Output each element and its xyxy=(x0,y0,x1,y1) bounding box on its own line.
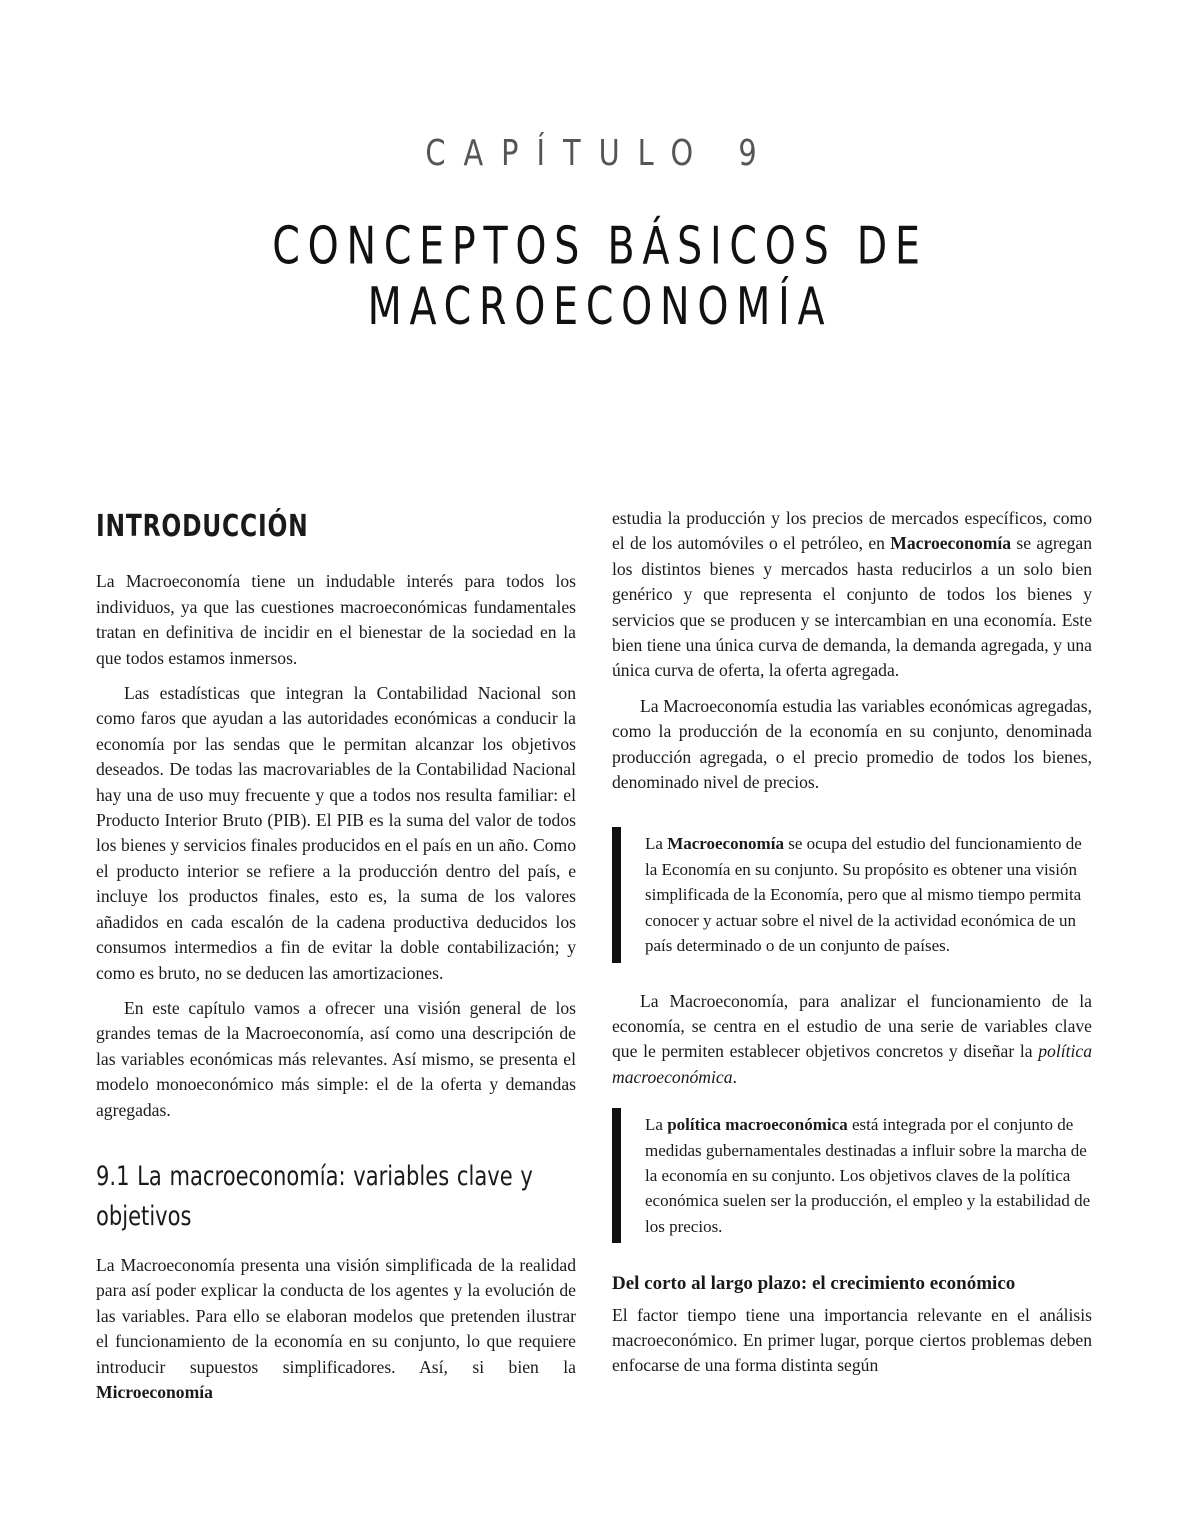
right-paragraph-3-start: La Macroeconomía, para analizar el funcionamiento de la economía, se centra en el estudio de una serie de variables clave que le permiten establecer objetivos concretos y diseñar la xyxy=(612,990,1092,1062)
right-paragraph-1-start: estudia la producción y los precios de mercados específicos, como el de los automóviles o el petróleo, en xyxy=(612,508,1092,554)
section-heading: 9.1 La macroeconomía: variables clave y objetivos xyxy=(96,1160,533,1232)
politica-term: política macroeconómica xyxy=(612,1041,1092,1087)
right-paragraph-4: El factor tiempo tiene una importancia relevante en el análisis macroeconómico. En primer lugar, porque ciertos problemas deben enfocarse de una forma distinta según xyxy=(612,1304,1092,1376)
definition-callout-macroeconomia xyxy=(612,827,1092,962)
right-paragraph-3-end: . xyxy=(732,1066,737,1087)
chapter-label: CAPÍTULO 9 xyxy=(425,132,775,174)
introduction-heading: INTRODUCCIÓN xyxy=(96,509,309,544)
section-paragraph-1-text: La Macroeconomía presenta una visión simplificada de la realidad para así poder explicar la conducta de los agentes y la evolución de las variables. Para ello se elaboran modelos que pretenden ilustrar el funcionamiento de la economía en su conjunto, lo que requiere introducir supuestos simplificadores. Así, si bien la xyxy=(96,1254,576,1377)
right-paragraph-2: La Macroeconomía estudia las variables económicas agregadas, como la producción de la economía en su conjunto, denominada producción agregada, o el precio promedio de todos los bienes, denominado nivel de precios. xyxy=(612,695,1092,793)
intro-paragraph-3: En este capítulo vamos a ofrecer una visión general de los grandes temas de la Macroeconomía, así como una descripción de las variables económicas más relevantes. Así mismo, se presenta el modelo monoeconómico más simple: el de la oferta y demandas agregadas. xyxy=(96,997,576,1120)
section-paragraph-1 xyxy=(96,1253,576,1405)
microeconomia-term: Microeconomía xyxy=(96,1381,213,1402)
callout2-pre: La xyxy=(645,1115,668,1135)
macroeconomia-term: Macroeconomía xyxy=(890,533,1012,554)
right-paragraph-3 xyxy=(612,989,1092,1091)
left-column xyxy=(96,506,576,1405)
right-paragraph-1 xyxy=(612,506,1092,684)
callout2-term: política macroeconómica xyxy=(667,1115,848,1135)
callout1-term: Macroeconomía xyxy=(667,834,784,854)
intro-paragraph-1: La Macroeconomía tiene un indudable interés para todos los individuos, ya que las cuestiones macroeconómicas fundamentales tratan en definitiva de incidir en el bienestar de la sociedad en la que todos estamos inmersos. xyxy=(96,571,576,668)
callout1-pre: La xyxy=(645,834,668,854)
definition-callout-politica xyxy=(612,1108,1092,1243)
callout1-text: se ocupa del estudio del funcionamiento de la Economía en su conjunto. Su propósito es obtener una visión simplificada de la Economía, pero que al mismo tiempo permita conocer y actuar sobre el nivel de la actividad económica de un país determinado o de un conjunto de países. xyxy=(645,834,1082,956)
intro-paragraph-2: Las estadísticas que integran la Contabilidad Nacional son como faros que ayudan a las autoridades económicas a conducir la economía por las sendas que le permitan alcanzar los objetivos deseados. De todas las macrovariables de la Contabilidad Nacional hay una de uso muy frecuente y que a todos nos resulta familiar: el Producto Interior Bruto (PIB). El PIB es la suma del valor de todos los bienes y servicios finales producidos en el país en un año. Como el producto interior se refiere a la producción dentro del país, e incluye los productos finales, esto es, la suma de los valores añadidos en cada escalón de la cadena productiva deducidos los consumos intermedios a fin de evitar la doble contabilización; y como es bruto, no se deducen las amortizaciones. xyxy=(96,683,576,983)
subheading: Del corto al largo plazo: el crecimiento económico xyxy=(612,1273,1016,1295)
right-paragraph-1-end: se agregan los distintos bienes y mercados hasta reducirlos a un solo bien genérico y que representa el conjunto de todos los bienes y servicios que se producen y se intercambian en una economía. Este bien tiene una única curva de demanda, la demanda agregada, y una única curva de oferta, la oferta agregada. xyxy=(612,533,1092,681)
chapter-title: CONCEPTOS BÁSICOS DE MACROECONOMÍA xyxy=(272,215,928,337)
right-column xyxy=(612,506,1092,1379)
callout2-text: está integrada por el conjunto de medidas gubernamentales destinadas a influir sobre la marcha de la economía en su conjunto. Los objetivos claves de la política económica suelen ser la producción, el empleo y la estabilidad de los precios. xyxy=(645,1115,1091,1236)
